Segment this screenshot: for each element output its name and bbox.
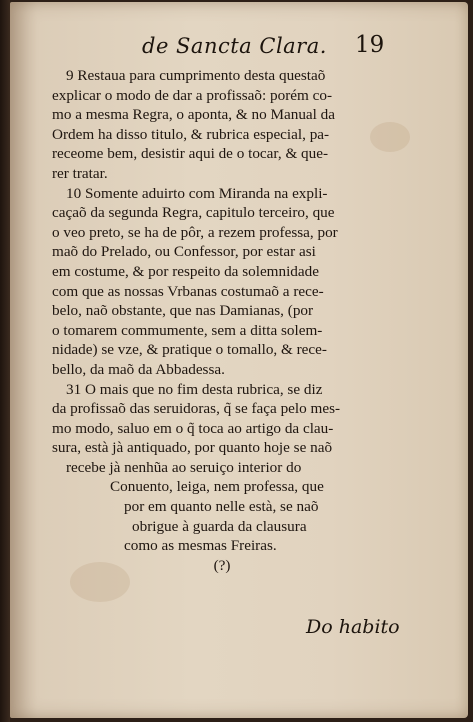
book-page [10, 2, 468, 718]
text-line: 10 Somente aduirto com Miranda na expli- [66, 184, 328, 202]
text-line: da profissaõ das seruidoras, q̃ se faça pelo mes- [52, 400, 341, 418]
text-line: 31 O mais que no fim desta rubrica, se diz [66, 380, 323, 398]
text-line: 9 Restaua para cumprimento desta questaõ [66, 67, 326, 84]
text-line: mo a mesma Regra, o aponta, & no Manual da [52, 106, 336, 124]
text-line: por em quanto nelle està, se naõ [124, 498, 319, 516]
text-line: o veo preto, se ha de pôr, a rezem professa, por [52, 223, 338, 241]
catchword: Do habito [306, 616, 400, 638]
running-title: de Sancta Clara. [142, 34, 327, 58]
text-line: o tomarem commumente, sem a ditta solem- [52, 321, 323, 339]
text-line: Ordem ha disso titulo, & rubrica especial, pa- [52, 125, 330, 143]
page-number: 19 [355, 32, 385, 58]
text-line: belo, naõ obstante, que nas Damianas, (por [52, 302, 314, 320]
text-line: obrigue à guarda da clausura [132, 517, 307, 535]
text-line: em costume, & por respeito da solemnidade [52, 262, 319, 280]
page-body-text [52, 66, 392, 575]
text-line: maõ do Prelado, ou Confessor, por estar asi [52, 243, 316, 261]
book-gutter [0, 0, 10, 722]
text-line: como as mesmas Freiras. [124, 537, 277, 555]
page-header [10, 32, 468, 62]
text-line: com que as nossas Vrbanas costumaõ a rece- [52, 282, 324, 300]
text-line: (?) [213, 556, 231, 574]
text-line: recebe jà nenhũa ao seruiço interior do [66, 458, 302, 476]
text-line: nidade) se vze, & pratique o tomallo, & rece- [52, 341, 327, 359]
text-line: bello, da maõ da Abbadessa. [52, 360, 225, 378]
text-line: Conuento, leiga, nem professa, que [110, 478, 324, 496]
text-line: caçaõ da segunda Regra, capitulo terceiro, que [52, 204, 335, 222]
text-line: rer tratar. [52, 164, 108, 182]
text-line: receome bem, desistir aqui de o tocar, & que- [52, 145, 329, 163]
text-line: explicar o modo de dar a profissaõ: porém co- [52, 86, 333, 104]
text-line: mo modo, saluo em o q̃ toca ao artigo da clau- [52, 419, 334, 437]
text-line: sura, està jà antiquado, por quanto hoje se naõ [52, 439, 333, 457]
